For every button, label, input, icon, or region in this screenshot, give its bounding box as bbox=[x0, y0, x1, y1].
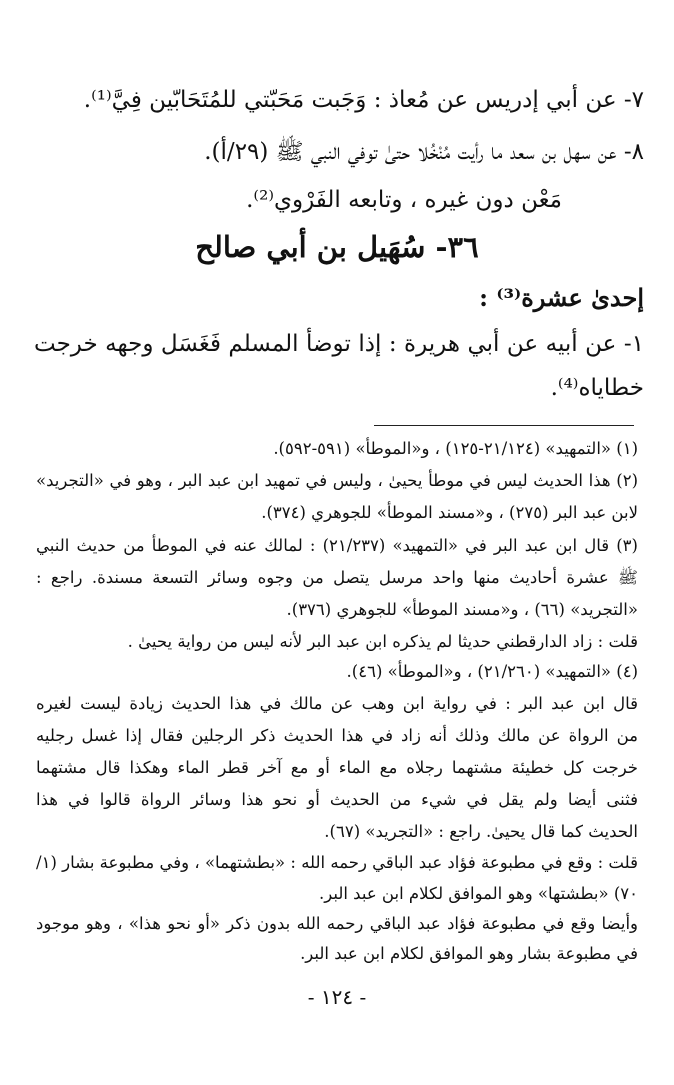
page-number: - ١٢٤ - bbox=[307, 985, 367, 1009]
section-heading: ٣٦- سُهَيل بن أبي صالح bbox=[195, 230, 479, 264]
footnote-4-line-2: قال ابن عبد البر : في رواية ابن وهب عن مالك في هذا الحديث زيادة ليست لغيره bbox=[36, 694, 638, 713]
hadith-line-8: ٨- عن سهل بن سعد ما رأيت مُنْخُلا حتىٰ توفي النبي ﷺ (٢٩/أ). bbox=[204, 139, 644, 165]
footnote-4-line-3: من الرواة عن مالك وذلك أنه زاد في هذا الحديث ذكر الرجلين فقال إذا غسل رجليه bbox=[36, 726, 638, 745]
footnote-4-line-4: خرجت كل خطيئة مشتهما رجلاه مع الماء أو مع آخر قطر الماء وهكذا قال مشتهما bbox=[36, 758, 638, 777]
footnote-3-line-4: قلت : زاد الدارقطني حديثا لم يذكره ابن عبد البر لأنه ليس من رواية يحيىٰ . bbox=[127, 632, 638, 651]
hadith-line-7: ٧- عن أبي إدريس عن مُعاذ : وَجَبت مَحَبّتي للمُتَحَابّين فِيَّ⁽¹⁾. bbox=[83, 87, 644, 113]
hadith-line-1-continuation: خطاياه⁽⁴⁾. bbox=[550, 375, 644, 401]
section-subheading: إحدىٰ عشرة⁽³⁾ : bbox=[479, 283, 644, 312]
footnote-4-line-5: فثنى أيضا ولم يقل في شيء من الحديث أو نحو هذا وسائر الرواة قالوا في هذا bbox=[36, 790, 638, 809]
hadith-line-1: ١- عن أبيه عن أبي هريرة : إذا توضأ المسلم فَغَسَل وجهه خرجت bbox=[34, 331, 644, 357]
footnote-4-line-6: الحديث كما قال يحيىٰ. راجع : «التجريد» (٦٧). bbox=[324, 822, 638, 841]
footnote-divider bbox=[374, 425, 634, 426]
footnote-4-line-9: وأيضا وقع في مطبوعة فؤاد عبد الباقي رحمه الله بدون ذكر «أو نحو هذا» ، وهو موجود bbox=[36, 914, 638, 933]
footnote-4-line-7: قلت : وقع في مطبوعة فؤاد عبد الباقي رحمه الله : «بطشتهما» ، وفي مطبوعة بشار (١/ bbox=[36, 853, 638, 872]
footnote-3-line-1: (٣) قال ابن عبد البر في «التمهيد» (٢١/٢٣٧) : لمالك عنه في الموطأ من حديث النبي bbox=[36, 536, 638, 555]
hadith-line-8-continuation: مَعْن دون غيره ، وتابعه الفَرْوي⁽²⁾. bbox=[246, 187, 562, 213]
footnote-4-line-10: في مطبوعة بشار وهو الموافق لكلام ابن عبد البر. bbox=[300, 944, 638, 963]
footnote-4-line-1: (٤) «التمهيد» (٢١/٢٦٠) ، و«الموطأ» (٤٦). bbox=[346, 662, 638, 681]
footnote-1: (١) «التمهيد» (٢١/١٢٤-١٢٥) ، و«الموطأ» (٥٩١-٥٩٢). bbox=[273, 439, 638, 458]
footnote-4-line-8: ٧٠) «بطشتها» وهو الموافق لكلام ابن عبد البر. bbox=[319, 884, 638, 903]
footnote-3-line-3: «التجريد» (٦٦) ، و«مسند الموطأ» للجوهري (٣٧٦). bbox=[286, 600, 638, 619]
footnote-3-line-2: ﷺ عشرة أحاديث منها واحد مرسل يتصل من وجوه وسائر التسعة مسندة. راجع : bbox=[36, 568, 638, 587]
footnote-2-line-2: لابن عبد البر (٢٧٥) ، و«مسند الموطأ» للجوهري (٣٧٤). bbox=[261, 503, 638, 522]
footnote-2-line-1: (٢) هذا الحديث ليس في موطأ يحيىٰ ، وليس في تمهيد ابن عبد البر ، وهو في «التجريد» bbox=[36, 471, 638, 490]
